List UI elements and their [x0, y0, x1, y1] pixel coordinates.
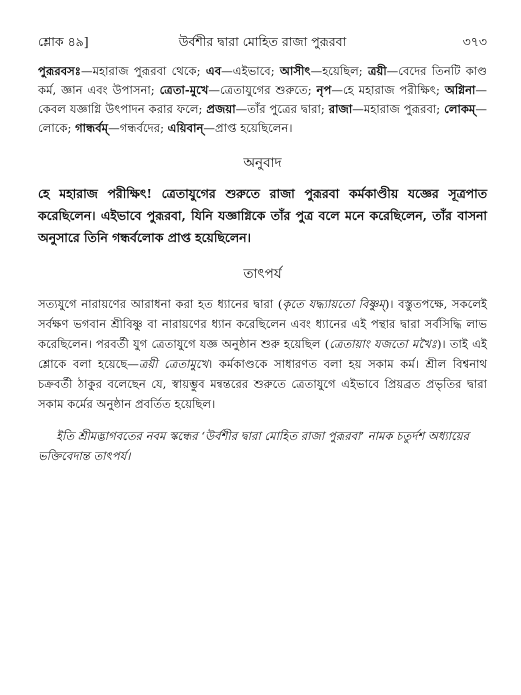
synonym-word: গান্ধর্বম্ — [75, 121, 109, 135]
purport-text — [38, 294, 487, 414]
running-header — [38, 34, 487, 60]
synonym-meaning: —বেদের তিনটি কাণ্ড কর্ম, জ্ঞান এবং উপাসনা; — [38, 64, 487, 97]
synonym-word: এব — [205, 64, 222, 78]
purport-segment: । কর্মকাণ্ডকে সাধারণত বলা হয় সকাম কর্ম। শ্রীল বিশ্বনাথ চক্রবর্তী ঠাকুর বলেছেন যে, স্বায়ম্ভুব মন্বন্তরের শুরুতে ত্রেতাযুগে এইভাবে প্রিয়ব্রত প্রভৃতির দ্বারা সকাম কর্মের অনুষ্ঠান প্রবর্তিত হয়েছিল। — [38, 357, 488, 411]
translation-heading: অনুবাদ — [243, 155, 282, 171]
page-number: ৩৭৩ — [462, 34, 487, 49]
synonym-meaning: —তাঁর পুত্রের দ্বারা; — [235, 102, 329, 116]
chapter-colophon: ইতি শ্রীমদ্ভাগবতের নবম স্কন্ধের ‘উর্বশীর দ্বারা মোহিত রাজা পুরূরবা’ নামক চতুর্দশ অধ্যায়ের ভক্তিবেদান্ত তাৎপর্য। — [38, 429, 469, 463]
synonym-meaning: —মহারাজ পুরূরবা থেকে; — [80, 64, 206, 78]
synonym-meaning: —ত্রেতাযুগের শুরুতে; — [208, 83, 317, 97]
purport-segment: )। তাই এই শ্লোকে বলা হয়েছে— — [38, 337, 488, 371]
synonym-meaning: —লোকে; — [38, 102, 487, 135]
word-for-word-synonyms — [38, 62, 487, 138]
synonym-word: পুরূরবসঃ — [38, 64, 81, 78]
synonym-word: প্রজয়া — [206, 102, 236, 116]
purport-quote: ত্রেতায়াং যজতো মখৈঃ — [329, 337, 437, 351]
synonym-word: ত্রেতা-মুখে — [159, 83, 209, 97]
synonym-word: অগ্নিনা — [444, 83, 476, 97]
synonym-word: আসীৎ — [279, 64, 311, 78]
purport-quote: কৃতে যদ্ধ্যায়তো বিষ্ণুম্ — [282, 297, 385, 311]
purport-segment: )। বস্তুতপক্ষে, সকলেই সর্বক্ষণ ভগবান শ্রীবিষ্ণু বা নারায়ণের ধ্যান করেছিলেন এবং ধ্যানের এই পন্থার দ্বারা সর্বসিদ্ধি লাভ করেছিলেন। পরবর্তী যুগ ত্রেতাযুগে যজ্ঞ অনুষ্ঠান শুরু হয়েছিল ( — [38, 297, 488, 351]
synonym-meaning: —মহারাজ পুরূরবা; — [352, 102, 445, 116]
synonym-meaning: —হয়েছিল; — [310, 64, 368, 78]
synonym-meaning: —কেবল যজ্ঞাগ্নি উৎপাদন করার ফলে; — [38, 83, 488, 116]
verse-reference: শ্লোক ৪৯] — [38, 34, 89, 49]
synonym-word: নৃপ — [316, 83, 332, 97]
synonym-meaning: —প্রাপ্ত হয়েছিলেন। — [203, 121, 293, 135]
synonym-word: এয়িবান্ — [167, 121, 204, 135]
synonym-meaning: —গন্ধর্বদের; — [108, 121, 168, 135]
synonym-word: ত্রয়ী — [367, 64, 387, 78]
synonym-word: রাজা — [328, 102, 353, 116]
translation-text: হে মহারাজ পরীক্ষিৎ! ত্রেতাযুগের শুরুতে রাজা পুরূরবা কর্মকাণ্ডীয় যজ্ঞের সূত্রপাত করেছিলেন। এইভাবে পুরূরবা, যিনি যজ্ঞাগ্নিকে তাঁর পুত্র বলে মনে করেছিলেন, তাঁর বাসনা অনুসারে তিনি গন্ধর্বলোক প্রাপ্ত হয়েছিলেন। — [38, 186, 487, 245]
synonym-meaning: —এইভাবে; — [221, 64, 280, 78]
purport-quote: ত্রয়ী ত্রেতামুখে — [138, 357, 209, 371]
purport-heading: তাৎপর্য — [243, 266, 282, 282]
purport-segment: সত্যযুগে নারায়ণের আরাধনা করা হত ধ্যানের দ্বারা ( — [38, 297, 283, 311]
chapter-title: উর্বশীর দ্বারা মোহিত রাজা পুরূরবা — [178, 34, 347, 49]
synonym-meaning: —হে মহারাজ পরীক্ষিৎ; — [331, 83, 445, 97]
synonym-word: লোকম্ — [444, 102, 476, 116]
